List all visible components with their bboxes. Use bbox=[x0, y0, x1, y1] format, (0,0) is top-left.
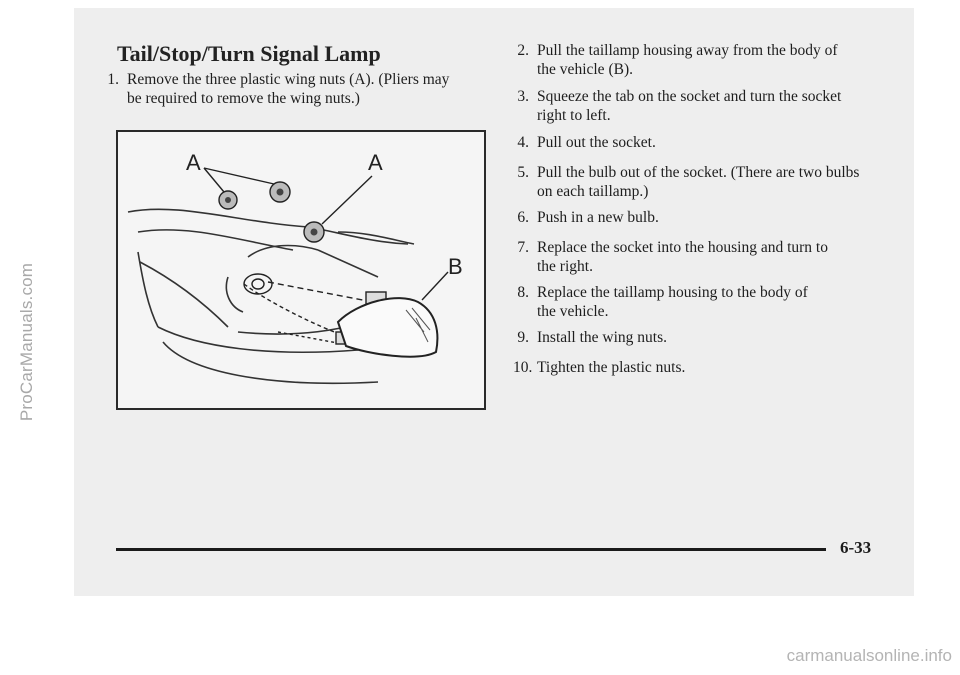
label-a-right: A bbox=[368, 150, 383, 175]
step-number: 6. bbox=[517, 209, 529, 226]
step-line: Pull out the socket. bbox=[537, 134, 656, 151]
page-number: 6-33 bbox=[840, 538, 872, 557]
taillamp-diagram bbox=[116, 130, 486, 410]
label-b: B bbox=[448, 254, 463, 279]
step-line: Pull the bulb out of the socket. (There are two bulbs bbox=[537, 164, 860, 181]
step-line: Tighten the plastic nuts. bbox=[537, 359, 686, 376]
taillamp-illustration bbox=[118, 132, 484, 408]
wing-nut-middle bbox=[270, 182, 290, 202]
step-line: the right. bbox=[537, 258, 593, 275]
step-number: 4. bbox=[517, 134, 529, 151]
step-text bbox=[537, 328, 893, 347]
step-text bbox=[537, 283, 893, 321]
step-line: Push in a new bulb. bbox=[537, 209, 659, 226]
step-number: 2. bbox=[517, 42, 529, 59]
step-line: Replace the socket into the housing and turn to bbox=[537, 239, 828, 256]
step-number: 5. bbox=[517, 164, 529, 181]
step-text bbox=[537, 133, 893, 152]
step-text bbox=[537, 208, 893, 227]
step-line: the vehicle. bbox=[537, 303, 609, 320]
wing-nut-right bbox=[304, 222, 324, 242]
step-line: be required to remove the wing nuts.) bbox=[127, 90, 360, 107]
step-text bbox=[537, 41, 893, 79]
step-line: Replace the taillamp housing to the body of bbox=[537, 284, 808, 301]
step-number: 3. bbox=[517, 88, 529, 105]
step-line: right to left. bbox=[537, 107, 611, 124]
side-watermark: ProCarManuals.com bbox=[17, 262, 36, 422]
step-line: Remove the three plastic wing nuts (A). (Pliers may bbox=[127, 71, 450, 88]
wing-nut-left bbox=[219, 191, 237, 209]
step-number: 7. bbox=[517, 239, 529, 256]
callout-lines bbox=[204, 168, 448, 300]
step-text bbox=[537, 87, 893, 125]
footer-rule bbox=[116, 548, 826, 551]
step-number: 10. bbox=[513, 359, 533, 376]
step-text bbox=[537, 238, 893, 276]
step-text bbox=[537, 163, 893, 201]
step-line: Squeeze the tab on the socket and turn the socket bbox=[537, 88, 842, 105]
step-number: 1. bbox=[107, 71, 119, 88]
step-number: 8. bbox=[517, 284, 529, 301]
step-number: 9. bbox=[517, 329, 529, 346]
step-text bbox=[127, 70, 483, 108]
step-text bbox=[537, 358, 893, 377]
step-line: on each taillamp.) bbox=[537, 183, 649, 200]
taillamp-lens bbox=[338, 298, 437, 357]
section-heading: Tail/Stop/Turn Signal Lamp bbox=[117, 41, 381, 66]
step-line: Install the wing nuts. bbox=[537, 329, 668, 346]
step-line: Pull the taillamp housing away from the body of bbox=[537, 42, 838, 59]
bottom-watermark: carmanualsonline.info bbox=[786, 646, 952, 665]
step-line: the vehicle (B). bbox=[537, 61, 633, 78]
label-a-left: A bbox=[186, 150, 201, 175]
